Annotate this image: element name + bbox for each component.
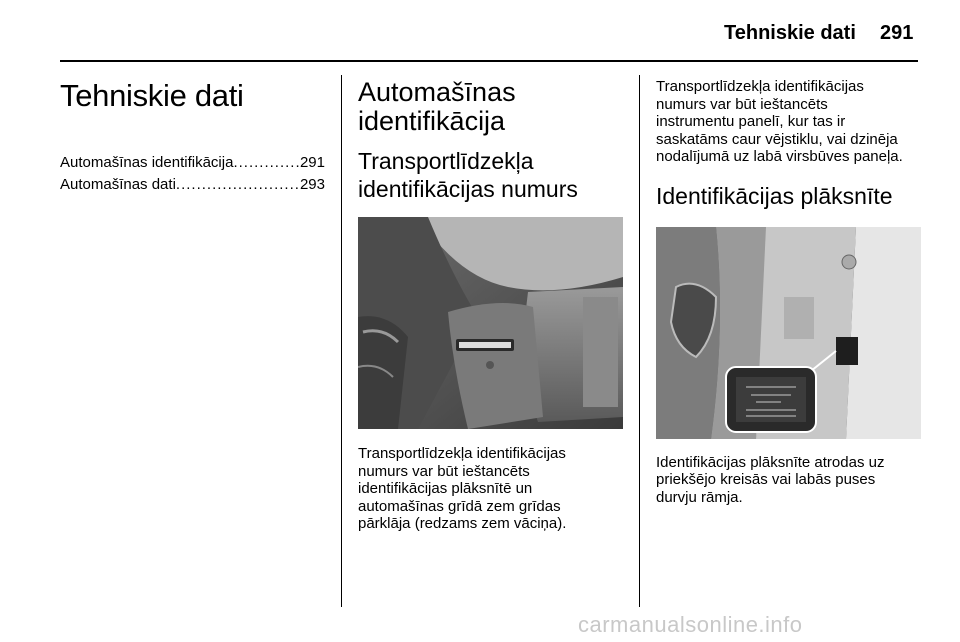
body-line: priekšējo kreisās vai labās puses bbox=[656, 471, 876, 488]
page-number: 291 bbox=[880, 22, 914, 44]
toc-entry[interactable] bbox=[60, 174, 325, 196]
subsection-title bbox=[358, 147, 623, 203]
section-title-line-1: Automašīnas bbox=[358, 77, 516, 107]
body-line: instrumentu panelī, kur tas ir bbox=[656, 113, 846, 130]
header-title: Tehniskie dati bbox=[724, 22, 856, 44]
subsection-title: Identifikācijas plāksnīte bbox=[656, 182, 893, 209]
id-plate-description bbox=[656, 454, 921, 507]
body-line: numurs var būt ieštancēts bbox=[656, 95, 828, 113]
body-line: Transportlīdzekļa identifikācijas bbox=[358, 445, 566, 462]
toc-leader-dots bbox=[176, 174, 300, 196]
column-divider-2 bbox=[639, 75, 640, 607]
body-line: identifikācijas plāksnītē un bbox=[358, 480, 533, 497]
toc-entry-label: Automašīnas identifikācija bbox=[60, 154, 234, 171]
chapter-title: Tehniskie dati bbox=[60, 78, 244, 113]
toc-entry-page: 293 bbox=[299, 176, 325, 193]
right-column bbox=[656, 78, 921, 506]
toc-entry[interactable] bbox=[60, 152, 325, 174]
table-of-contents bbox=[60, 152, 325, 196]
body-line: numurs var būt ieštancēts bbox=[358, 462, 530, 480]
left-column bbox=[60, 78, 325, 196]
toc-entry-label: Automašīnas dati bbox=[60, 176, 176, 193]
body-line: pārklāja (redzams zem vāciņa). bbox=[358, 515, 567, 532]
body-line: automašīnas grīdā zem grīdas bbox=[358, 497, 561, 515]
section-title bbox=[358, 78, 623, 136]
middle-column bbox=[358, 78, 623, 533]
toc-leader-dots bbox=[233, 152, 300, 174]
toc-entry-page: 291 bbox=[299, 154, 325, 171]
vin-location-text bbox=[656, 78, 921, 166]
body-line: Identifikācijas plāksnīte atrodas uz bbox=[656, 453, 885, 471]
subsection-title-line-2: identifikācijas numurs bbox=[358, 176, 578, 202]
watermark: carmanualsonline.info bbox=[578, 612, 803, 637]
body-line: saskatāms caur vējstiklu, vai dzinēja bbox=[656, 130, 898, 148]
id-plate-photo bbox=[656, 227, 921, 439]
section-title-line-2: identifikācija bbox=[358, 106, 506, 136]
body-line: nodalījumā uz labā virsbūves paneļa. bbox=[656, 148, 903, 165]
body-line: Transportlīdzekļa identifikācijas bbox=[656, 78, 864, 95]
column-divider-1 bbox=[341, 75, 342, 607]
vin-floor-photo bbox=[358, 217, 623, 429]
subsection-title-line-1: Transportlīdzekļa bbox=[358, 148, 534, 174]
body-line: durvju rāmja. bbox=[656, 488, 743, 506]
header-rule bbox=[60, 60, 918, 62]
vin-floor-description bbox=[358, 445, 623, 533]
